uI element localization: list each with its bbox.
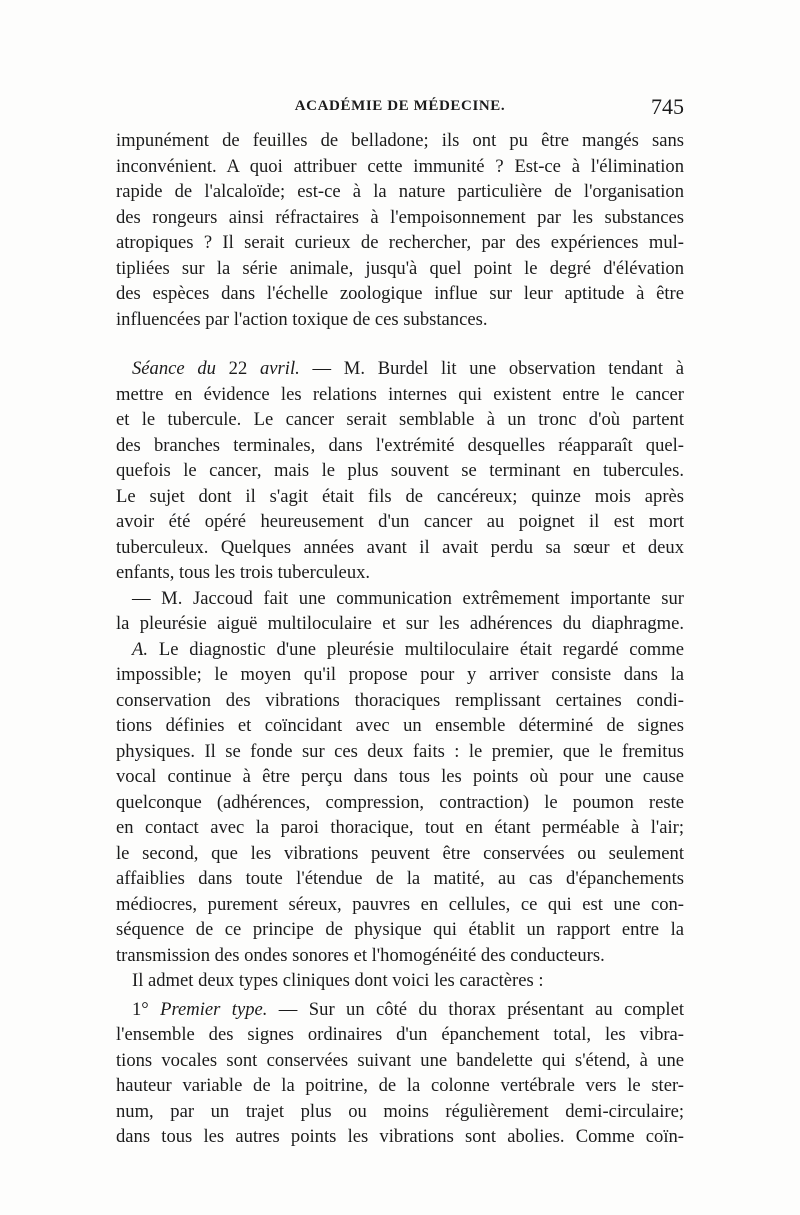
text-line: impunément de feuilles de belladone; ils ont pu être mangés sans (116, 130, 684, 151)
text-line: enfants, tous les trois tuberculeux. (116, 562, 371, 583)
page-number: 745 (651, 94, 684, 119)
list-number: 1° (132, 998, 149, 1020)
lead-text: — Sur un côté du thorax présentant au complet (267, 998, 684, 1020)
text-line: inconvénient. A quoi attribuer cette immunité ? Est-ce à l'élimination (116, 155, 684, 177)
session-label: Séance du (132, 358, 216, 379)
paragraph-jaccoud (116, 586, 684, 637)
section-letter: A. (132, 638, 149, 660)
text-line: dans tous les autres points les vibrations sont abolies. Comme coïn- (116, 1126, 684, 1147)
text-line: séquence de ce principe de physique qui établit un rapport entre la (116, 919, 684, 940)
text-line: quefois le cancer, mais le plus souvent se terminant en tubercules. (116, 460, 684, 481)
paragraph-premier-type (116, 997, 684, 1150)
text-line: la pleurésie aiguë multiloculaire et sur les adhérences du diaphragme. (116, 613, 684, 634)
text-line: atropiques ? Il serait curieux de rechercher, par des expériences mul- (116, 232, 684, 253)
lead-text: Le diagnostic d'une pleurésie multiloculaire était regardé comme (148, 638, 684, 660)
text-line: affaiblies dans toute l'étendue de la matité, au cas d'épanchements (116, 868, 684, 889)
text-line: en contact avec la paroi thoracique, tout en étant perméable à l'air; (116, 817, 684, 838)
text-line: le second, que les vibrations peuvent être conservées ou seulement (116, 842, 684, 864)
text-line: Le sujet dont il s'agit était fils de cancéreux; quinze mois après (116, 485, 684, 507)
text-line (116, 637, 684, 663)
text-line: tions vocales sont conservées suivant une bandelette qui s'étend, à une (116, 1049, 684, 1071)
text-line: vocal continue à être perçu dans tous les points où pour une cause (116, 766, 684, 787)
type-heading: Premier type. (148, 998, 268, 1020)
text-line (116, 356, 684, 382)
text-line: quelconque (adhérences, compression, contraction) le poumon reste (116, 791, 684, 813)
text-line: influencées par l'action toxique de ces substances. (116, 308, 488, 330)
text-line: médiocres, purement séreux, pauvres en cellules, ce qui est une con- (116, 893, 684, 915)
lead-text: — M. Burdel lit une observation tendant à (299, 358, 684, 379)
text-line: — M. Jaccoud fait une communication extrêmement importante sur (132, 587, 684, 609)
text-line: hauteur variable de la poitrine, de la colonne vertébrale vers le ster- (116, 1075, 684, 1096)
text-line: des espèces dans l'échelle zoologique influe sur leur aptitude à être (116, 283, 684, 304)
body-text (116, 128, 684, 1150)
text-line (116, 997, 684, 1023)
text-line: conservation des vibrations thoraciques remplissant certaines condi- (116, 689, 684, 711)
text-line: physiques. Il se fonde sur ces deux faits : le premier, que le fremitus (116, 740, 684, 762)
text-line: num, par un trajet plus ou moins régulièrement demi-circulaire; (116, 1100, 684, 1122)
text-line: tuberculeux. Quelques années avant il avait perdu sa sœur et deux (116, 536, 684, 558)
paragraph-seance-22-avril (116, 356, 684, 586)
text-line: rapide de l'alcaloïde; est-ce à la nature particulière de l'organisation (116, 181, 684, 202)
text-line: des branches terminales, dans l'extrémité desquelles réapparaît quel- (116, 434, 684, 456)
running-title: ACADÉMIE DE MÉDECINE. (294, 98, 506, 114)
session-month: avril. (260, 358, 300, 379)
running-header (116, 96, 684, 124)
text-line: l'ensemble des signes ordinaires d'un épanchement total, les vibra- (116, 1024, 684, 1045)
text-line: Il admet deux types cliniques dont voici les caractères : (132, 970, 544, 991)
session-date: 22 (215, 358, 260, 379)
text-line: tipliées sur la série animale, jusqu'à quel point le degré d'élévation (116, 257, 684, 279)
text-line: transmission des ondes sonores et l'homogénéité des conducteurs. (116, 944, 605, 966)
paragraph-belladone (116, 128, 684, 332)
paragraph-types-intro (116, 968, 684, 994)
paragraph-diagnostic (116, 637, 684, 969)
text-line: impossible; le moyen qu'il propose pour y arriver consiste dans la (116, 664, 684, 685)
text-line: mettre en évidence les relations internes qui existent entre le cancer (116, 383, 684, 405)
text-line: des rongeurs ainsi réfractaires à l'empoisonnement par les substances (116, 206, 684, 228)
text-line: et le tubercule. Le cancer serait semblable à un tronc d'où partent (116, 409, 684, 430)
text-line: avoir été opéré heureusement d'un cancer au poignet il est mort (116, 511, 684, 532)
text-line: tions définies et coïncidant avec un ensemble déterminé de signes (116, 715, 684, 736)
